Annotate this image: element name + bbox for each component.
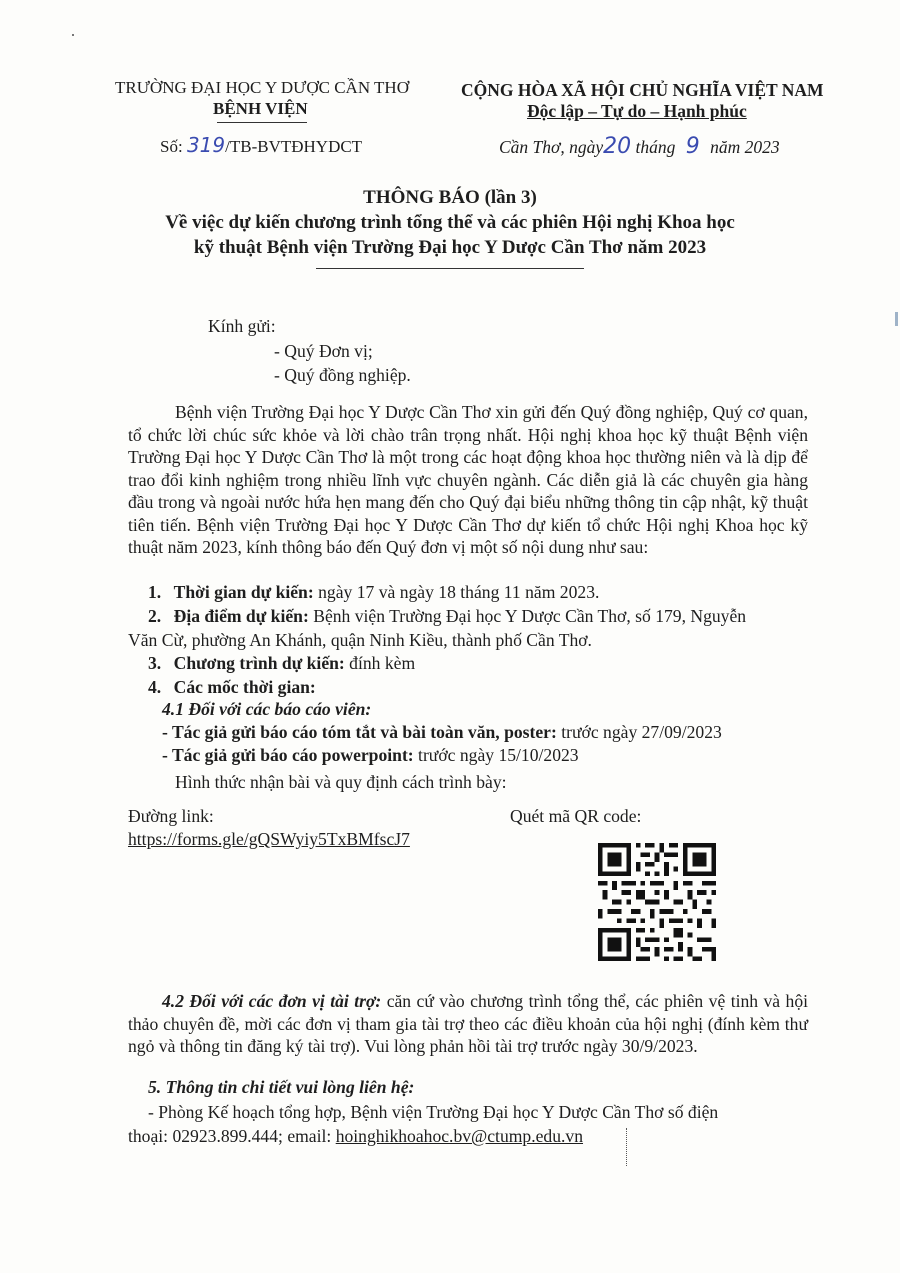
national-motto: Độc lập – Tự do – Hạnh phúc (527, 101, 747, 121)
item-2 (148, 606, 746, 627)
contact-phone: thoại: 02923.899.444; email: (128, 1126, 336, 1146)
date-month-handwritten: 9 (685, 134, 700, 159)
item-4 (148, 677, 316, 698)
deadline-powerpoint-label: - Tác giả gửi báo cáo powerpoint: (162, 745, 414, 765)
number-handwritten: 319 (186, 133, 226, 157)
item-1-number: 1. (148, 582, 162, 602)
item-4-label: Các mốc thời gian: (173, 677, 316, 697)
recipients-label: Kính gửi: (208, 316, 276, 336)
date-line (499, 134, 780, 159)
item-2-text: Bệnh viện Trường Đại học Y Dược Cần Thơ, số 179, Nguyễn (308, 606, 747, 626)
item-5-heading: 5. Thông tin chi tiết vui lòng liên hệ: (148, 1077, 415, 1097)
number-prefix: Số: (160, 137, 183, 156)
item-1 (148, 582, 599, 603)
scan-edge-mark (895, 312, 898, 326)
header-left-underline (217, 122, 307, 123)
qr-label: Quét mã QR code: (510, 806, 642, 826)
item-1-text: ngày 17 và ngày 18 tháng 11 năm 2023. (313, 582, 600, 602)
institution-name: TRƯỜNG ĐẠI HỌC Y DƯỢC CẦN THƠ (115, 78, 409, 97)
deadline-powerpoint-date: trước ngày 15/10/2023 (413, 745, 579, 765)
hospital-name: BỆNH VIỆN (213, 99, 308, 118)
item-3-text: đính kèm (344, 653, 416, 673)
submission-instructions: Hình thức nhận bài và quy định cách trình bày: (175, 772, 507, 792)
deadline-abstract-date: trước ngày 27/09/2023 (556, 722, 722, 742)
deadline-powerpoint (162, 745, 579, 766)
contact-line-1: - Phòng Kế hoạch tổng hợp, Bệnh viện Trường Đại học Y Dược Cần Thơ số điện (148, 1102, 719, 1122)
date-day-handwritten: 20 (603, 134, 632, 159)
document-title: THÔNG BÁO (lần 3) (363, 187, 537, 208)
contact-line-2 (128, 1126, 583, 1147)
form-link[interactable]: https://forms.gle/gQSWyiy5TxBMfscJ7 (128, 829, 410, 849)
recipient-units: - Quý Đơn vị; (274, 341, 373, 361)
document-subtitle-line2: kỹ thuật Bệnh viện Trường Đại học Y Dược Cần Thơ năm 2023 (193, 237, 707, 258)
contact-email-link[interactable]: hoinghikhoahoc.bv@ctump.edu.vn (335, 1126, 584, 1146)
scan-dotted-mark (626, 1128, 628, 1166)
deadline-abstract (162, 722, 722, 743)
date-month-label: tháng (635, 137, 676, 157)
section-4-2-heading: 4.2 Đối với các đơn vị tài trợ: (162, 991, 382, 1011)
document-subtitle-line1: Về việc dự kiến chương trình tổng thể và các phiên Hội nghị Khoa học (165, 212, 735, 233)
date-year: năm 2023 (710, 137, 780, 157)
item-1-label: Thời gian dự kiến: (173, 582, 314, 602)
intro-paragraph: Bệnh viện Trường Đại học Y Dược Cần Thơ xin gửi đến Quý đồng nghiệp, Quý cơ quan, tổ chức lời chúc sức khỏe và lời chào trân trọng nhất. Hội nghị khoa học kỹ thuật Bệnh viện Trường Đại học Y Dược Cần Thơ là một trong các hoạt động khoa học thường niên và là dịp để trao đổi kinh nghiệm trong nhiều lĩnh vực chuyên ngành. Các diễn giả là các chuyên gia hàng đầu trong và ngoài nước hứa hẹn mang đến cho Quý đại biểu những thông tin cập nhật, kỹ thuật tiên tiến. Bệnh viện Trường Đại học Y Dược Cần Thơ dự kiến tổ chức Hội nghị Khoa học kỹ thuật năm 2023, kính thông báo đến Quý đơn vị một số nội dung như sau: (128, 402, 808, 557)
item-3 (148, 653, 415, 674)
item-4-number: 4. (148, 677, 162, 697)
national-title: CỘNG HÒA XÃ HỘI CHỦ NGHĨA VIỆT NAM (461, 80, 824, 100)
section-4-1-heading: 4.1 Đối với các báo cáo viên: (162, 699, 372, 719)
date-place: Cần Thơ, ngày (499, 137, 604, 157)
scan-speck (72, 34, 74, 36)
item-2-continuation: Văn Cừ, phường An Khánh, quận Ninh Kiều, thành phố Cần Thơ. (128, 630, 592, 650)
document-number (160, 135, 362, 157)
section-4-2 (128, 990, 808, 1058)
item-3-number: 3. (148, 653, 162, 673)
item-2-label: Địa điểm dự kiến: (173, 606, 309, 626)
item-3-label: Chương trình dự kiến: (173, 653, 345, 673)
qr-code-icon (598, 843, 716, 961)
number-suffix: /TB-BVTĐHYDCT (225, 137, 363, 156)
section-4-2-text: căn cứ vào chương trình tổng thể, các phiên vệ tinh và hội thảo chuyên đề, mời các đơn vị tham gia tài trợ theo các điều khoản của hội nghị (đính kèm thư ngỏ và thông tin đăng ký tài trợ). Vui lòng phản hồi tài trợ trước ngày 30/9/2023. (128, 991, 809, 1056)
recipient-colleagues: - Quý đồng nghiệp. (274, 365, 411, 385)
deadline-abstract-label: - Tác giả gửi báo cáo tóm tắt và bài toàn văn, poster: (162, 722, 557, 742)
link-label: Đường link: (128, 806, 214, 826)
item-2-number: 2. (148, 606, 162, 626)
title-underline (316, 268, 584, 269)
